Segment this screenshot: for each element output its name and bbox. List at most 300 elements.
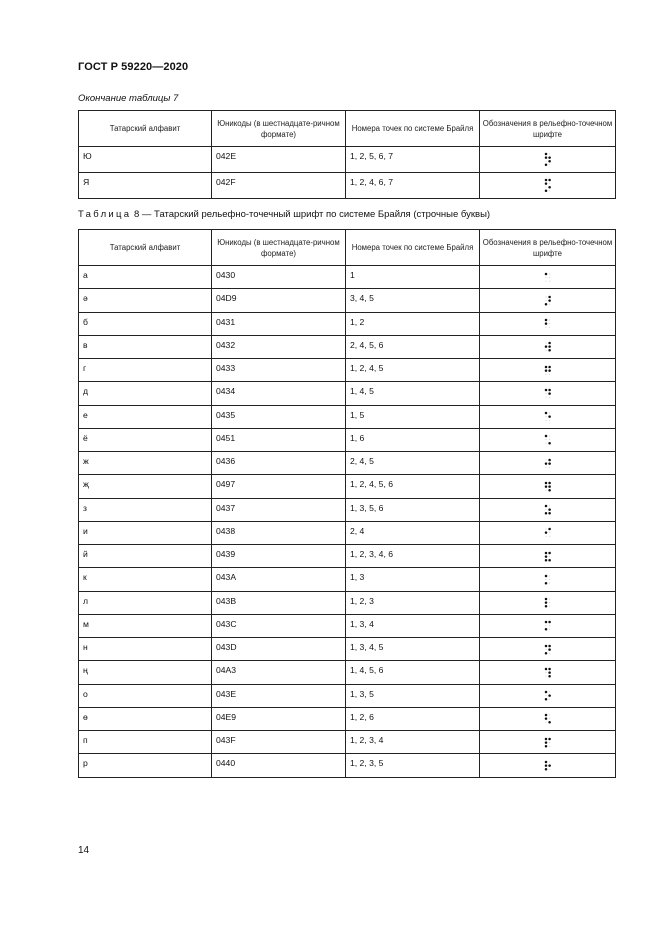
braille-symbol xyxy=(543,481,553,492)
unicode-cell: 0430 xyxy=(212,266,346,289)
letter-cell: б xyxy=(79,312,212,335)
unicode-cell: 043B xyxy=(212,591,346,614)
braille-dot-raised xyxy=(544,764,547,767)
unicode-cell: 043C xyxy=(212,614,346,637)
braille-cell xyxy=(480,661,616,684)
braille-cell xyxy=(480,173,616,199)
table-row xyxy=(79,568,616,591)
letter-cell: г xyxy=(79,359,212,382)
braille-dot-empty xyxy=(545,393,546,394)
braille-dot-raised xyxy=(548,671,551,674)
braille-dot-raised xyxy=(544,698,547,701)
braille-dot-empty xyxy=(545,579,546,580)
braille-dot-raised xyxy=(544,319,547,322)
braille-dot-raised xyxy=(548,415,551,418)
braille-dot-raised xyxy=(548,648,551,651)
col-header-dots: Номера точек по системе Брайля xyxy=(346,111,480,147)
braille-dot-empty xyxy=(549,304,550,305)
table-row xyxy=(79,289,616,312)
braille-dot-empty xyxy=(549,602,550,603)
braille-dot-empty xyxy=(549,506,550,507)
braille-dot-raised xyxy=(544,182,547,185)
braille-dot-empty xyxy=(545,625,546,626)
braille-dot-empty xyxy=(545,327,546,328)
dots-cell: 1, 2, 5, 6, 7 xyxy=(346,147,480,173)
braille-symbol xyxy=(543,527,553,538)
braille-dot-empty xyxy=(545,439,546,440)
braille-dot-empty xyxy=(549,769,550,770)
braille-dot-raised xyxy=(548,346,551,349)
dots-cell: 1, 3, 5, 6 xyxy=(346,498,480,521)
table8-caption xyxy=(78,209,490,220)
letter-cell: ң xyxy=(79,661,212,684)
braille-dot-empty xyxy=(545,676,546,677)
braille-dot-empty xyxy=(549,373,550,374)
unicode-cell: 042E xyxy=(212,147,346,173)
braille-dot-empty xyxy=(549,320,550,321)
col-header-braille: Обозначения в рельефно-точечном шрифте xyxy=(480,230,616,266)
table-row xyxy=(79,335,616,358)
letter-cell: ё xyxy=(79,428,212,451)
unicode-cell: 043E xyxy=(212,684,346,707)
letter-cell: л xyxy=(79,591,212,614)
braille-symbol xyxy=(543,152,553,167)
braille-dot-raised xyxy=(548,186,551,189)
braille-dot-empty xyxy=(545,373,546,374)
letter-cell: п xyxy=(79,731,212,754)
table-row xyxy=(79,638,616,661)
braille-cell xyxy=(480,684,616,707)
braille-dot-empty xyxy=(549,327,550,328)
dots-cell: 1, 3 xyxy=(346,568,480,591)
braille-symbol xyxy=(543,318,553,329)
braille-dot-empty xyxy=(549,397,550,398)
braille-dot-raised xyxy=(548,299,551,302)
unicode-cell: 043A xyxy=(212,568,346,591)
braille-dot-raised xyxy=(548,512,551,515)
braille-dot-raised xyxy=(544,179,547,182)
letter-cell: ә xyxy=(79,289,212,312)
unicode-cell: 0438 xyxy=(212,521,346,544)
braille-dot-raised xyxy=(544,555,547,558)
table-row xyxy=(79,147,616,173)
braille-symbol xyxy=(543,620,553,631)
braille-cell xyxy=(480,147,616,173)
letter-cell: в xyxy=(79,335,212,358)
braille-dot-empty xyxy=(545,161,546,162)
braille-dot-raised xyxy=(548,694,551,697)
braille-dot-raised xyxy=(544,346,547,349)
table-row xyxy=(79,498,616,521)
braille-dot-empty xyxy=(545,277,546,278)
braille-dot-raised xyxy=(548,551,551,554)
braille-cell xyxy=(480,707,616,730)
braille-cell xyxy=(480,312,616,335)
dots-cell: 1, 6 xyxy=(346,428,480,451)
braille-dot-raised xyxy=(544,389,547,392)
unicode-cell: 0433 xyxy=(212,359,346,382)
braille-dot-empty xyxy=(549,190,550,191)
braille-cell xyxy=(480,568,616,591)
unicode-cell: 043D xyxy=(212,638,346,661)
letter-cell: ж xyxy=(79,452,212,475)
braille-symbol xyxy=(543,504,553,515)
braille-dot-empty xyxy=(549,699,550,700)
letter-cell: е xyxy=(79,405,212,428)
unicode-cell: 0431 xyxy=(212,312,346,335)
dots-cell: 3, 4, 5 xyxy=(346,289,480,312)
braille-dot-empty xyxy=(549,532,550,533)
braille-dot-empty xyxy=(545,420,546,421)
table-header-row xyxy=(79,111,616,147)
braille-dot-raised xyxy=(544,303,547,306)
dots-cell: 1, 5 xyxy=(346,405,480,428)
braille-dot-raised xyxy=(544,412,547,415)
unicode-cell: 0434 xyxy=(212,382,346,405)
letter-cell: җ xyxy=(79,475,212,498)
table-row xyxy=(79,452,616,475)
braille-dot-empty xyxy=(545,350,546,351)
braille-dot-raised xyxy=(544,435,547,438)
braille-symbol xyxy=(543,295,553,306)
dots-cell: 1, 3, 5 xyxy=(346,684,480,707)
braille-dot-raised xyxy=(544,691,547,694)
braille-symbol xyxy=(543,411,553,422)
dots-cell: 1, 2, 3, 5 xyxy=(346,754,480,777)
braille-dot-empty xyxy=(545,490,546,491)
letter-cell: и xyxy=(79,521,212,544)
braille-dot-raised xyxy=(548,179,551,182)
table7-body xyxy=(79,147,616,199)
col-header-unicode: Юникоды (в шестнадцате-ричном формате) xyxy=(212,230,346,266)
table-row xyxy=(79,428,616,451)
braille-dot-empty xyxy=(549,742,550,743)
braille-dot-raised xyxy=(544,768,547,771)
braille-cell xyxy=(480,452,616,475)
dots-cell: 1, 2, 4, 5, 6 xyxy=(346,475,480,498)
braille-dot-empty xyxy=(549,420,550,421)
braille-cell xyxy=(480,614,616,637)
letter-cell: з xyxy=(79,498,212,521)
braille-symbol xyxy=(543,434,553,445)
braille-symbol xyxy=(543,341,553,352)
dots-cell: 1, 2, 3, 4, 6 xyxy=(346,545,480,568)
braille-dot-empty xyxy=(549,439,550,440)
dots-cell: 1, 2, 3 xyxy=(346,591,480,614)
braille-dot-empty xyxy=(549,436,550,437)
dots-cell: 1 xyxy=(346,266,480,289)
braille-dot-empty xyxy=(545,672,546,673)
braille-dot-raised xyxy=(548,485,551,488)
braille-dot-raised xyxy=(544,482,547,485)
braille-dot-empty xyxy=(545,343,546,344)
braille-dot-empty xyxy=(549,625,550,626)
table-8 xyxy=(78,229,616,778)
letter-cell: м xyxy=(79,614,212,637)
braille-dot-raised xyxy=(544,156,547,159)
braille-dot-empty xyxy=(549,413,550,414)
table-row xyxy=(79,266,616,289)
braille-dot-empty xyxy=(549,273,550,274)
letter-cell: а xyxy=(79,266,212,289)
braille-dot-raised xyxy=(544,718,547,721)
braille-dot-empty xyxy=(545,296,546,297)
unicode-cell: 0440 xyxy=(212,754,346,777)
braille-dot-empty xyxy=(549,183,550,184)
braille-dot-empty xyxy=(549,556,550,557)
braille-dot-empty xyxy=(549,761,550,762)
unicode-cell: 04E9 xyxy=(212,707,346,730)
braille-symbol xyxy=(543,365,553,376)
braille-dot-empty xyxy=(549,164,550,165)
braille-symbol xyxy=(543,597,553,608)
braille-dot-empty xyxy=(549,583,550,584)
braille-symbol xyxy=(543,388,553,399)
braille-dot-raised xyxy=(548,365,551,368)
letter-cell: Я xyxy=(79,173,212,199)
braille-dot-raised xyxy=(548,296,551,299)
braille-cell xyxy=(480,405,616,428)
braille-dot-raised xyxy=(548,644,551,647)
braille-dot-empty xyxy=(549,466,550,467)
letter-cell: й xyxy=(79,545,212,568)
table8-body xyxy=(79,266,616,778)
letter-cell: р xyxy=(79,754,212,777)
table-row xyxy=(79,359,616,382)
dots-cell: 2, 4, 5 xyxy=(346,452,480,475)
braille-dot-empty xyxy=(545,443,546,444)
braille-symbol xyxy=(543,574,553,585)
unicode-cell: 0435 xyxy=(212,405,346,428)
braille-symbol xyxy=(543,551,553,562)
braille-symbol xyxy=(543,713,553,724)
braille-dot-raised xyxy=(548,621,551,624)
unicode-cell: 04D9 xyxy=(212,289,346,312)
braille-symbol xyxy=(543,690,553,701)
braille-dot-empty xyxy=(549,277,550,278)
braille-dot-empty xyxy=(549,715,550,716)
letter-cell: к xyxy=(79,568,212,591)
braille-dot-empty xyxy=(545,466,546,467)
braille-cell xyxy=(480,475,616,498)
braille-dot-raised xyxy=(548,156,551,159)
dots-cell: 1, 4, 5 xyxy=(346,382,480,405)
braille-dot-raised xyxy=(548,442,551,445)
braille-dot-empty xyxy=(545,280,546,281)
table-row xyxy=(79,661,616,684)
braille-dot-empty xyxy=(545,459,546,460)
table-row xyxy=(79,475,616,498)
braille-dot-raised xyxy=(544,741,547,744)
braille-dot-raised xyxy=(544,652,547,655)
letter-cell: д xyxy=(79,382,212,405)
braille-cell xyxy=(480,731,616,754)
braille-dot-raised xyxy=(544,551,547,554)
braille-dot-raised xyxy=(548,721,551,724)
col-header-alphabet: Татарский алфавит xyxy=(79,230,212,266)
dots-cell: 1, 2, 4, 5 xyxy=(346,359,480,382)
dots-cell: 1, 3, 4 xyxy=(346,614,480,637)
unicode-cell: 043F xyxy=(212,731,346,754)
table-header-row xyxy=(79,230,616,266)
braille-symbol xyxy=(543,644,553,655)
braille-symbol xyxy=(543,667,553,678)
braille-dot-empty xyxy=(545,187,546,188)
braille-dot-raised xyxy=(544,628,547,631)
table-row xyxy=(79,173,616,199)
braille-dot-raised xyxy=(544,532,547,535)
braille-dot-empty xyxy=(549,652,550,653)
document-header: ГОСТ Р 59220—2020 xyxy=(78,61,189,73)
table-row xyxy=(79,614,616,637)
letter-cell: Ю xyxy=(79,147,212,173)
braille-dot-raised xyxy=(548,369,551,372)
braille-dot-empty xyxy=(545,416,546,417)
table-row xyxy=(79,521,616,544)
braille-cell xyxy=(480,545,616,568)
braille-symbol xyxy=(543,272,553,283)
dots-cell: 1, 2 xyxy=(346,312,480,335)
braille-dot-raised xyxy=(548,392,551,395)
table8-caption-text: 8 — Татарский рельефно-точечный шрифт по системе Брайля (строчные буквы) xyxy=(134,209,491,220)
braille-cell xyxy=(480,266,616,289)
braille-dot-raised xyxy=(548,764,551,767)
braille-dot-empty xyxy=(545,397,546,398)
table-row xyxy=(79,731,616,754)
unicode-cell: 042F xyxy=(212,173,346,199)
table-7 xyxy=(78,110,616,199)
braille-cell xyxy=(480,498,616,521)
dots-cell: 1, 2, 6 xyxy=(346,707,480,730)
braille-dot-raised xyxy=(548,559,551,562)
braille-dot-raised xyxy=(544,714,547,717)
braille-symbol xyxy=(543,458,553,469)
braille-dot-empty xyxy=(549,606,550,607)
col-header-dots: Номера точек по системе Брайля xyxy=(346,230,480,266)
braille-dot-empty xyxy=(549,745,550,746)
unicode-cell: 0432 xyxy=(212,335,346,358)
braille-cell xyxy=(480,428,616,451)
braille-dot-raised xyxy=(544,322,547,325)
braille-dot-raised xyxy=(544,761,547,764)
braille-dot-raised xyxy=(544,164,547,167)
unicode-cell: 0451 xyxy=(212,428,346,451)
braille-dot-raised xyxy=(544,462,547,465)
braille-dot-empty xyxy=(549,718,550,719)
braille-dot-raised xyxy=(544,559,547,562)
braille-dot-raised xyxy=(544,575,547,578)
braille-cell xyxy=(480,359,616,382)
table-row xyxy=(79,707,616,730)
braille-dot-raised xyxy=(548,508,551,511)
braille-dot-raised xyxy=(548,342,551,345)
braille-dot-raised xyxy=(548,675,551,678)
braille-dot-raised xyxy=(544,485,547,488)
dots-cell: 1, 3, 4, 5 xyxy=(346,638,480,661)
braille-dot-raised xyxy=(544,582,547,585)
braille-dot-raised xyxy=(544,737,547,740)
braille-dot-empty xyxy=(549,536,550,537)
table-row xyxy=(79,405,616,428)
dots-cell: 2, 4, 5, 6 xyxy=(346,335,480,358)
braille-dot-empty xyxy=(545,695,546,696)
braille-dot-raised xyxy=(544,369,547,372)
table-row xyxy=(79,545,616,568)
braille-dot-raised xyxy=(548,737,551,740)
unicode-cell: 0439 xyxy=(212,545,346,568)
braille-dot-raised xyxy=(548,389,551,392)
braille-symbol xyxy=(543,760,553,771)
braille-dot-empty xyxy=(545,722,546,723)
braille-dot-empty xyxy=(545,536,546,537)
dots-cell: 2, 4 xyxy=(346,521,480,544)
braille-dot-raised xyxy=(544,190,547,193)
braille-dot-empty xyxy=(545,649,546,650)
table-row xyxy=(79,684,616,707)
braille-dot-raised xyxy=(548,482,551,485)
col-header-braille: Обозначения в рельефно-точечном шрифте xyxy=(480,111,616,147)
braille-dot-raised xyxy=(544,668,547,671)
braille-dot-raised xyxy=(548,528,551,531)
braille-dot-empty xyxy=(545,509,546,510)
letter-cell: н xyxy=(79,638,212,661)
braille-dot-empty xyxy=(549,629,550,630)
dots-cell: 1, 4, 5, 6 xyxy=(346,661,480,684)
unicode-cell: 0497 xyxy=(212,475,346,498)
braille-dot-raised xyxy=(548,458,551,461)
braille-dot-raised xyxy=(548,668,551,671)
braille-dot-empty xyxy=(549,154,550,155)
braille-dot-raised xyxy=(544,601,547,604)
braille-dot-empty xyxy=(549,323,550,324)
braille-dot-raised xyxy=(544,621,547,624)
unicode-cell: 04A3 xyxy=(212,661,346,684)
unicode-cell: 0437 xyxy=(212,498,346,521)
braille-dot-raised xyxy=(544,153,547,156)
table-row xyxy=(79,382,616,405)
letter-cell: о xyxy=(79,684,212,707)
table-row xyxy=(79,591,616,614)
braille-dot-empty xyxy=(549,692,550,693)
dots-cell: 1, 2, 4, 6, 7 xyxy=(346,173,480,199)
braille-dot-raised xyxy=(548,160,551,163)
braille-dot-empty xyxy=(545,529,546,530)
dots-cell: 1, 2, 3, 4 xyxy=(346,731,480,754)
col-header-unicode: Юникоды (в шестнадцате-ричном формате) xyxy=(212,111,346,147)
braille-symbol xyxy=(543,178,553,193)
table7-caption: Окончание таблицы 7 xyxy=(78,93,179,104)
braille-dot-raised xyxy=(544,605,547,608)
braille-dot-empty xyxy=(549,280,550,281)
col-header-alphabet: Татарский алфавит xyxy=(79,111,212,147)
braille-dot-raised xyxy=(544,505,547,508)
braille-dot-raised xyxy=(544,272,547,275)
braille-dot-raised xyxy=(544,644,547,647)
braille-dot-raised xyxy=(548,462,551,465)
braille-cell xyxy=(480,591,616,614)
braille-dot-raised xyxy=(548,349,551,352)
braille-dot-empty xyxy=(549,599,550,600)
braille-dot-empty xyxy=(545,300,546,301)
braille-cell xyxy=(480,754,616,777)
page-number: 14 xyxy=(78,845,90,856)
braille-symbol xyxy=(543,737,553,748)
braille-cell xyxy=(480,638,616,661)
letter-cell: ө xyxy=(79,707,212,730)
braille-cell xyxy=(480,521,616,544)
unicode-cell: 0436 xyxy=(212,452,346,475)
table-row xyxy=(79,312,616,335)
